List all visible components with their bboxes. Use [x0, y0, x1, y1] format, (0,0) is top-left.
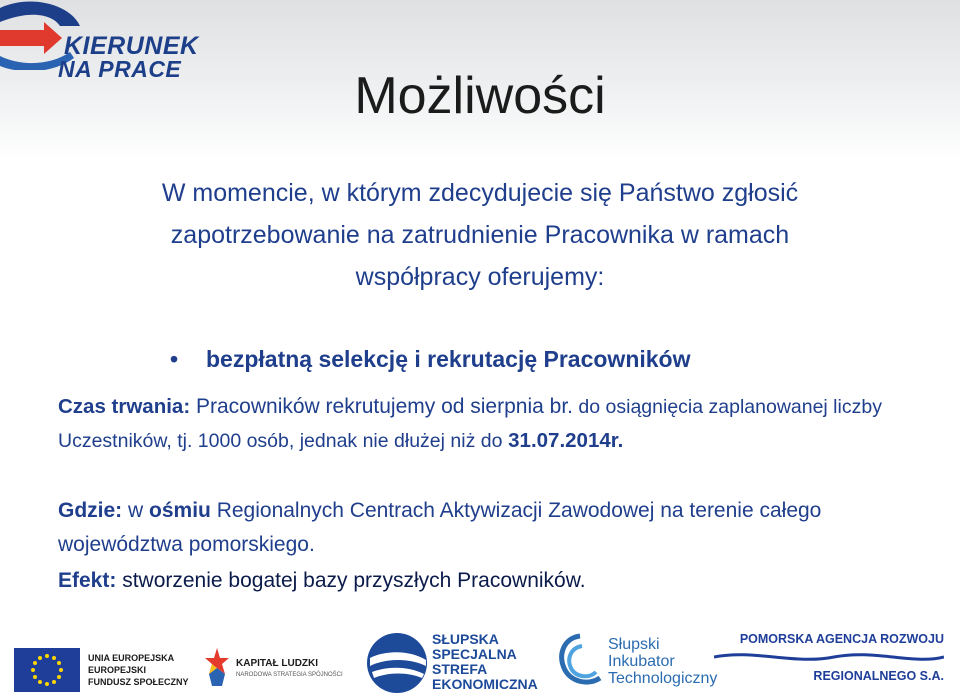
- eu-line-3: FUNDUSZ SPOŁECZNY: [88, 677, 189, 687]
- intro-paragraph: [30, 172, 930, 298]
- duration-text-1: Pracowników rekrutujemy od sierpnia br.: [190, 395, 573, 418]
- ssse-line-2: SPECJALNA: [432, 646, 517, 662]
- eu-line-1: UNIA EUROPEJSKA: [88, 653, 175, 663]
- para-line-2: REGIONALNEGO S.A.: [813, 669, 944, 683]
- inkubator-swirl-icon: [556, 632, 604, 692]
- intro-line-1: W momencie, w którym zdecydujecie się Państwo zgłosić: [161, 179, 799, 207]
- kapital-ludzki-star-icon: [204, 646, 230, 690]
- effect-paragraph: [58, 564, 928, 598]
- ssse-line-3: STREFA: [432, 661, 488, 677]
- logo-text-kierunek: KIERUNEK: [64, 32, 199, 60]
- inkubator-line-2: Inkubator: [608, 653, 675, 670]
- location-pre: w: [122, 499, 150, 522]
- ssse-label: [432, 632, 538, 692]
- bullet-text: bezpłatną selekcję i rekrutację Pracowników: [206, 346, 691, 372]
- kapital-ludzki-title: KAPITAŁ LUDZKI: [236, 658, 319, 669]
- slide-title: Możliwości: [354, 67, 606, 125]
- duration-label: Czas trwania:: [58, 395, 191, 418]
- effect-label: Efekt:: [58, 569, 117, 592]
- intro-line-2: zapotrzebowanie na zatrudnienie Pracownika w ramach: [170, 221, 790, 249]
- para-label: [714, 632, 944, 684]
- para-line-1: POMORSKA AGENCJA ROZWOJU: [739, 632, 944, 646]
- logo-text-na-prace: NA PRACE: [58, 56, 182, 82]
- bullet-dot: •: [170, 346, 179, 372]
- footer-logos: [0, 618, 960, 697]
- ssse-line-1: SŁUPSKA: [432, 631, 499, 647]
- ssse-line-4: EKONOMICZNA: [432, 676, 538, 692]
- inkubator-line-3: Technologiczny: [608, 670, 718, 687]
- inkubator-line-1: Słupski: [608, 636, 660, 653]
- eu-fund-label: [88, 652, 189, 688]
- location-paragraph: [58, 494, 928, 562]
- para-wave-icon: [714, 647, 944, 665]
- location-label: Gdzie:: [58, 499, 123, 522]
- location-highlight: ośmiu: [149, 499, 211, 522]
- effect-text: stworzenie bogatej bazy przyszłych Pracowników.: [116, 569, 586, 592]
- duration-date: 31.07.2014r.: [508, 429, 624, 452]
- kapital-ludzki-subtitle: NARODOWA STRATEGIA SPÓJNOŚCI: [236, 672, 343, 678]
- intro-line-3: współpracy oferujemy:: [355, 263, 605, 291]
- duration-text-2: do osiągnięcia zaplanowanej liczby Uczestników, tj. 1000 osób, jednak nie dłużej niż do: [58, 396, 882, 452]
- eu-flag-icon: [14, 648, 80, 692]
- eu-line-2: EUROPEJSKI: [88, 665, 147, 675]
- location-text: Regionalnych Centrach Aktywizacji Zawodowej na terenie całego województwa pomorskiego.: [58, 499, 822, 556]
- duration-paragraph: [58, 390, 928, 458]
- ssse-globe-icon: [366, 632, 428, 694]
- inkubator-label: [608, 636, 717, 687]
